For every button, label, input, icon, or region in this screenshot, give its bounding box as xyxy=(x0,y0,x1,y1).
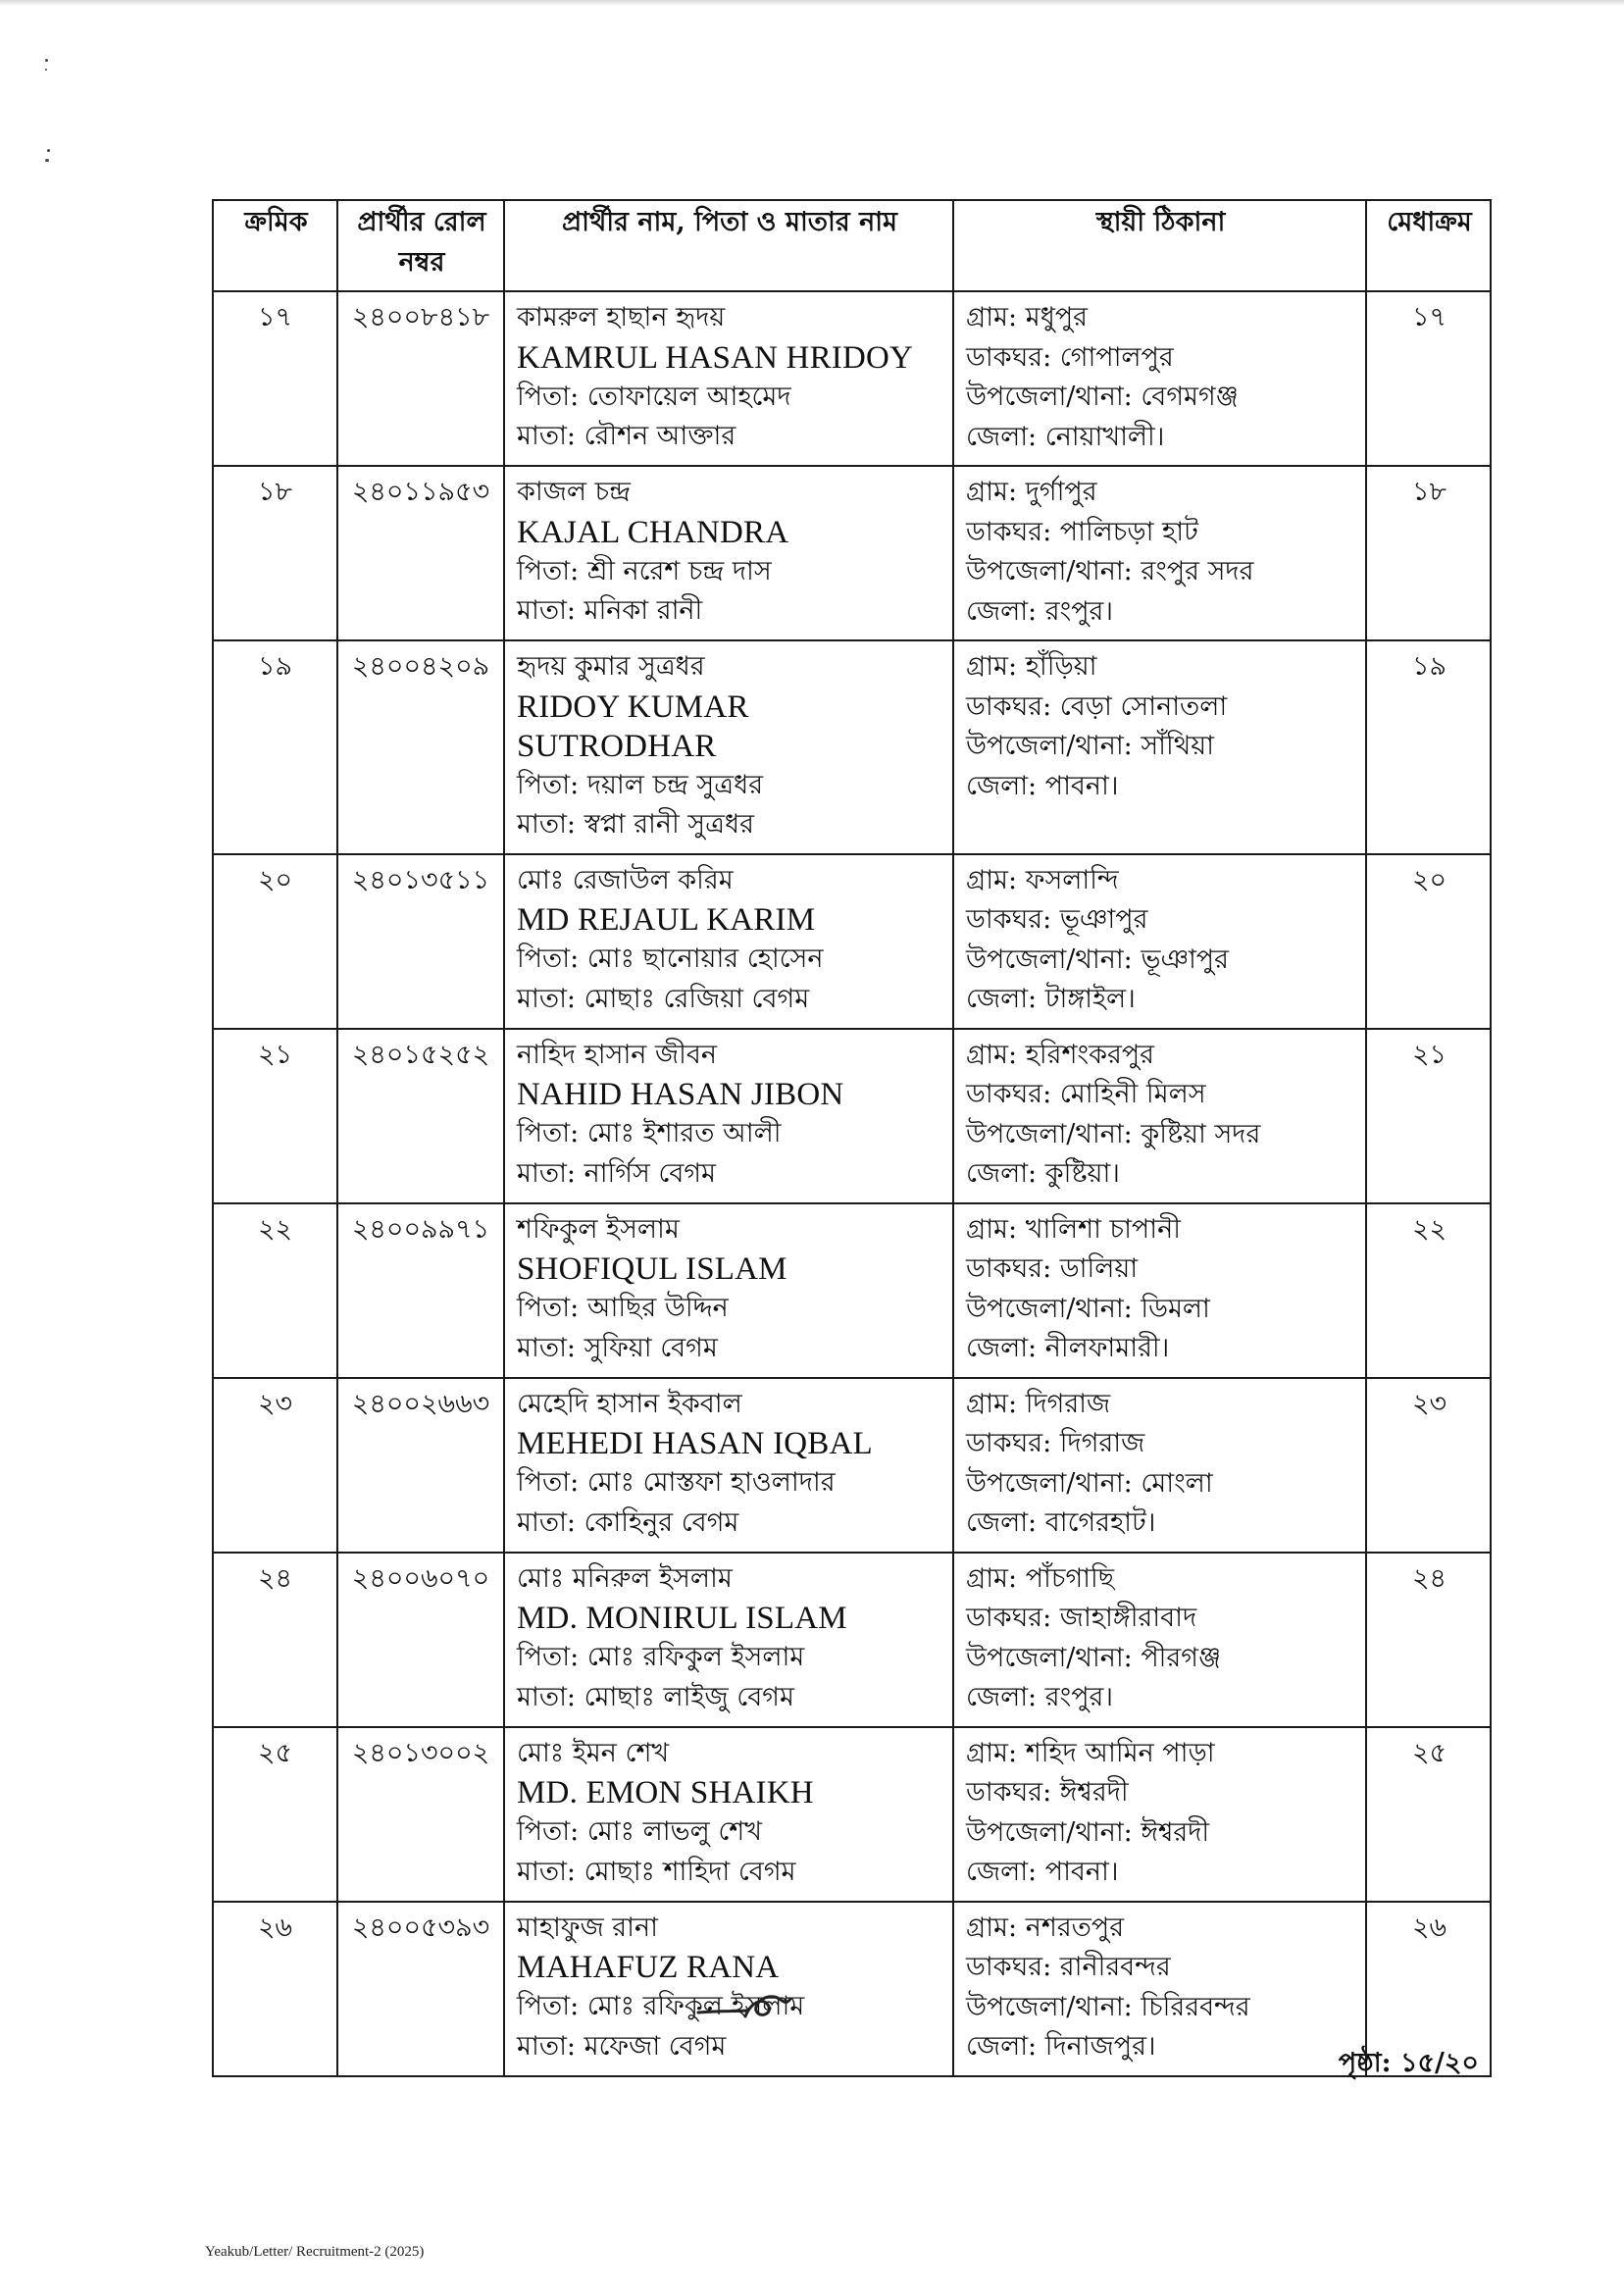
name-bangla: শফিকুল ইসলাম xyxy=(517,1213,680,1245)
scan-speck xyxy=(47,149,50,152)
address-district: জেলা: নোয়াখালী। xyxy=(966,421,1165,452)
cell-merit: ১৮ xyxy=(1366,466,1491,640)
address-post: ডাকঘর: রানীরবন্দর xyxy=(966,1952,1171,1982)
cell-merit: ১৯ xyxy=(1366,640,1491,854)
scan-speck xyxy=(45,69,47,71)
cell-merit: ২৩ xyxy=(1366,1378,1491,1553)
address-district: জেলা: রংপুর। xyxy=(966,1682,1114,1712)
name-english: KAMRUL HASAN HRIDOY xyxy=(517,339,914,376)
cell-roll: ২৪০১৩০০২ xyxy=(337,1727,504,1902)
scan-edge xyxy=(0,0,1624,6)
mother-name: মাতা: মফেজা বেগম xyxy=(517,2030,727,2062)
cell-address xyxy=(953,1029,1366,1203)
father-name: পিতা: মোঃ ছানোয়ার হোসেন xyxy=(517,943,824,974)
cell-serial: ২১ xyxy=(213,1029,337,1203)
header-address: স্থায়ী ঠিকানা xyxy=(953,200,1366,291)
father-name: পিতা: মোঃ ইশারত আলী xyxy=(517,1118,782,1148)
cell-serial: ১৭ xyxy=(213,291,337,466)
table-row xyxy=(213,1902,1491,2076)
table-row xyxy=(213,640,1491,854)
mother-name: মাতা: মোছাঃ শাহিদা বেগম xyxy=(517,1856,796,1887)
name-english: MD. EMON SHAIKH xyxy=(517,1775,814,1810)
cell-roll: ২৪০১৫২৫২ xyxy=(337,1029,504,1203)
cell-address xyxy=(953,466,1366,640)
name-bangla: নাহিদ হাসান জীবন xyxy=(517,1039,718,1070)
mother-name: মাতা: মোছাঃ লাইজু বেগম xyxy=(517,1681,794,1712)
cell-name xyxy=(504,1553,953,1727)
cell-name xyxy=(504,1029,953,1203)
name-bangla: কামরুল হাছান হৃদয় xyxy=(517,302,726,332)
cell-roll: ২৪০১১৯৫৩ xyxy=(337,466,504,640)
address-village: গ্রাম: হাঁড়িয়া xyxy=(966,651,1097,682)
cell-roll: ২৪০০৪২০৯ xyxy=(337,640,504,854)
cell-address xyxy=(953,291,1366,466)
cell-name xyxy=(504,1727,953,1902)
mother-name: মাতা: সুফিয়া বেগম xyxy=(517,1332,718,1363)
cell-serial: ২০ xyxy=(213,854,337,1029)
address-upazila: উপজেলা/থানা: ডিমলা xyxy=(966,1293,1210,1324)
name-english: MEHEDI HASAN IQBAL xyxy=(517,1426,873,1461)
address-upazila: উপজেলা/থানা: বেগমগঞ্জ xyxy=(966,382,1239,412)
address-post: ডাকঘর: বেড়া সোনাতলা xyxy=(966,690,1228,722)
name-english: MD REJAUL KARIM xyxy=(517,902,816,938)
address-village: গ্রাম: দিগরাজ xyxy=(966,1388,1111,1419)
table-header-row xyxy=(213,200,1491,291)
address-district: জেলা: রংপুর। xyxy=(966,595,1114,627)
address-district: জেলা: পাবনা। xyxy=(966,1857,1119,1887)
address-upazila: উপজেলা/থানা: চিরিরবন্দর xyxy=(966,1991,1250,2022)
address-upazila: উপজেলা/থানা: রংপুর সদর xyxy=(966,556,1254,586)
cell-address xyxy=(953,1902,1366,2076)
cell-name xyxy=(504,854,953,1029)
cell-serial: ১৯ xyxy=(213,640,337,854)
page-number: পৃষ্ঠা: ১৫/২০ xyxy=(1338,2048,1479,2078)
cell-name xyxy=(504,1203,953,1378)
mother-name: মাতা: নার্গিস বেগম xyxy=(517,1157,717,1189)
header-name: প্রার্থীর নাম, পিতা ও মাতার নাম xyxy=(504,200,953,291)
father-name: পিতা: মোঃ মোস্তফা হাওলাদার xyxy=(517,1467,836,1498)
address-village: গ্রাম: দুর্গাপুর xyxy=(966,477,1097,507)
name-english: KAJAL CHANDRA xyxy=(517,514,789,550)
cell-serial: ২৪ xyxy=(213,1553,337,1727)
cell-merit: ২১ xyxy=(1366,1029,1491,1203)
address-district: জেলা: দিনাজপুর। xyxy=(966,2031,1156,2062)
address-district: জেলা: বাগেরহাট। xyxy=(966,1507,1156,1538)
scan-speck xyxy=(45,159,49,162)
header-serial: ক্রমিক xyxy=(213,200,337,291)
address-upazila: উপজেলা/থানা: কুষ্টিয়া সদর xyxy=(966,1118,1261,1149)
header-merit: মেধাক্রম xyxy=(1366,200,1491,291)
name-english: SHOFIQUL ISLAM xyxy=(517,1251,787,1287)
cell-merit: ২৪ xyxy=(1366,1553,1491,1727)
name-english: MAHAFUZ RANA xyxy=(517,1950,780,1985)
cell-serial: ২২ xyxy=(213,1203,337,1378)
cell-merit: ১৭ xyxy=(1366,291,1491,466)
table-row xyxy=(213,1727,1491,1902)
mother-name: মাতা: কোহিনুর বেগম xyxy=(517,1506,739,1538)
address-post: ডাকঘর: পালিচড়া হাট xyxy=(966,516,1198,547)
cell-roll: ২৪০০২৬৬৩ xyxy=(337,1378,504,1553)
father-name: পিতা: তোফায়েল আহমেদ xyxy=(517,381,791,412)
cell-serial: ১৮ xyxy=(213,466,337,640)
cell-merit: ২২ xyxy=(1366,1203,1491,1378)
footer-reference: Yeakub/Letter/ Recruitment-2 (2025) xyxy=(205,2244,425,2260)
address-district: জেলা: টাঙ্গাইল। xyxy=(966,984,1136,1014)
address-village: গ্রাম: শহিদ আমিন পাড়া xyxy=(966,1737,1215,1768)
address-village: গ্রাম: খালিশা চাপানী xyxy=(966,1213,1181,1245)
father-name: পিতা: মোঃ রফিকুল ইসলাম xyxy=(517,1991,805,2021)
address-post: ডাকঘর: দিগরাজ xyxy=(966,1428,1145,1458)
table-row xyxy=(213,854,1491,1029)
cell-merit: ২৬ xyxy=(1366,1902,1491,2076)
cell-serial: ২৫ xyxy=(213,1727,337,1902)
table-row xyxy=(213,1553,1491,1727)
mother-name: মাতা: রৌশন আক্তার xyxy=(517,421,736,451)
merit-list-table xyxy=(212,199,1492,2077)
cell-roll: ২৪০০৯৯৭১ xyxy=(337,1203,504,1378)
name-bangla: কাজল চন্দ্র xyxy=(517,477,631,507)
father-name: পিতা: দয়াল চন্দ্র সুত্রধর xyxy=(517,769,764,800)
cell-name xyxy=(504,640,953,854)
table-row xyxy=(213,1029,1491,1203)
cell-address xyxy=(953,1727,1366,1902)
signature-mark xyxy=(694,1987,802,2036)
table-row xyxy=(213,1378,1491,1553)
father-name: পিতা: মোঃ রফিকুল ইসলাম xyxy=(517,1642,805,1672)
name-bangla: মোঃ মনিরুল ইসলাম xyxy=(517,1562,733,1594)
mother-name: মাতা: মনিকা রানী xyxy=(517,595,703,626)
table-row xyxy=(213,1203,1491,1378)
cell-name xyxy=(504,1378,953,1553)
father-name: পিতা: মোঃ লাভলু শেখ xyxy=(517,1816,763,1847)
cell-name xyxy=(504,291,953,466)
address-district: জেলা: নীলফামারী। xyxy=(966,1333,1170,1363)
address-village: গ্রাম: নশরতপুর xyxy=(966,1912,1125,1943)
address-post: ডাকঘর: ঈশ্বরদী xyxy=(966,1777,1129,1808)
cell-merit: ২৫ xyxy=(1366,1727,1491,1902)
name-bangla: মেহেদি হাসান ইকবাল xyxy=(517,1388,742,1419)
cell-roll: ২৪০০৫৩৯৩ xyxy=(337,1902,504,2076)
address-upazila: উপজেলা/থানা: সাঁথিয়া xyxy=(966,731,1214,761)
cell-address xyxy=(953,640,1366,854)
address-village: গ্রাম: পাঁচগাছি xyxy=(966,1562,1115,1594)
name-bangla: মাহাফুজ রানা xyxy=(517,1912,658,1943)
father-name: পিতা: শ্রী নরেশ চন্দ্র দাস xyxy=(517,555,772,586)
name-bangla: হৃদয় কুমার সুত্রধর xyxy=(517,651,705,682)
name-english: NAHID HASAN JIBON xyxy=(517,1077,844,1112)
cell-address xyxy=(953,854,1366,1029)
address-post: ডাকঘর: মোহিনী মিলস xyxy=(966,1079,1206,1109)
address-post: ডাকঘর: গোপালপুর xyxy=(966,341,1174,373)
mother-name: মাতা: মোছাঃ রেজিয়া বেগম xyxy=(517,983,810,1014)
father-name: পিতা: আছির উদ্দিন xyxy=(517,1293,729,1323)
name-english: MD. MONIRUL ISLAM xyxy=(517,1601,847,1636)
address-upazila: উপজেলা/থানা: ভূঞাপুর xyxy=(966,943,1229,975)
address-village: গ্রাম: ফসলান্দি xyxy=(966,864,1119,895)
address-upazila: উপজেলা/থানা: মোংলা xyxy=(966,1467,1213,1499)
table-row xyxy=(213,291,1491,466)
address-district: জেলা: কুষ্টিয়া। xyxy=(966,1158,1120,1189)
address-post: ডাকঘর: জাহাঙ্গীরাবাদ xyxy=(966,1603,1197,1633)
table-row xyxy=(213,466,1491,640)
cell-name xyxy=(504,466,953,640)
cell-roll: ২৪০০৮৪১৮ xyxy=(337,291,504,466)
name-bangla: মোঃ ইমন শেখ xyxy=(517,1737,670,1768)
header-roll: প্রার্থীর রোল নম্বর xyxy=(337,200,504,291)
cell-roll: ২৪০০৬০৭০ xyxy=(337,1553,504,1727)
cell-address xyxy=(953,1378,1366,1553)
cell-address xyxy=(953,1203,1366,1378)
cell-merit: ২০ xyxy=(1366,854,1491,1029)
address-post: ডাকঘর: ডালিয়া xyxy=(966,1253,1139,1284)
cell-roll: ২৪০১৩৫১১ xyxy=(337,854,504,1029)
name-bangla: মোঃ রেজাউল করিম xyxy=(517,864,734,895)
name-english: RIDOY KUMAR SUTRODHAR xyxy=(517,688,749,764)
mother-name: মাতা: স্বপ্না রানী সুত্রধর xyxy=(517,809,754,840)
scan-speck xyxy=(45,59,48,62)
cell-address xyxy=(953,1553,1366,1727)
cell-serial: ২৩ xyxy=(213,1378,337,1553)
address-village: গ্রাম: মধুপুর xyxy=(966,302,1089,332)
address-post: ডাকঘর: ভূঞাপুর xyxy=(966,904,1148,935)
address-village: গ্রাম: হরিশংকরপুর xyxy=(966,1039,1155,1070)
address-district: জেলা: পাবনা। xyxy=(966,770,1119,801)
address-upazila: উপজেলা/থানা: ঈশ্বরদী xyxy=(966,1816,1210,1848)
cell-serial: ২৬ xyxy=(213,1902,337,2076)
address-upazila: উপজেলা/থানা: পীরগঞ্জ xyxy=(966,1642,1222,1673)
